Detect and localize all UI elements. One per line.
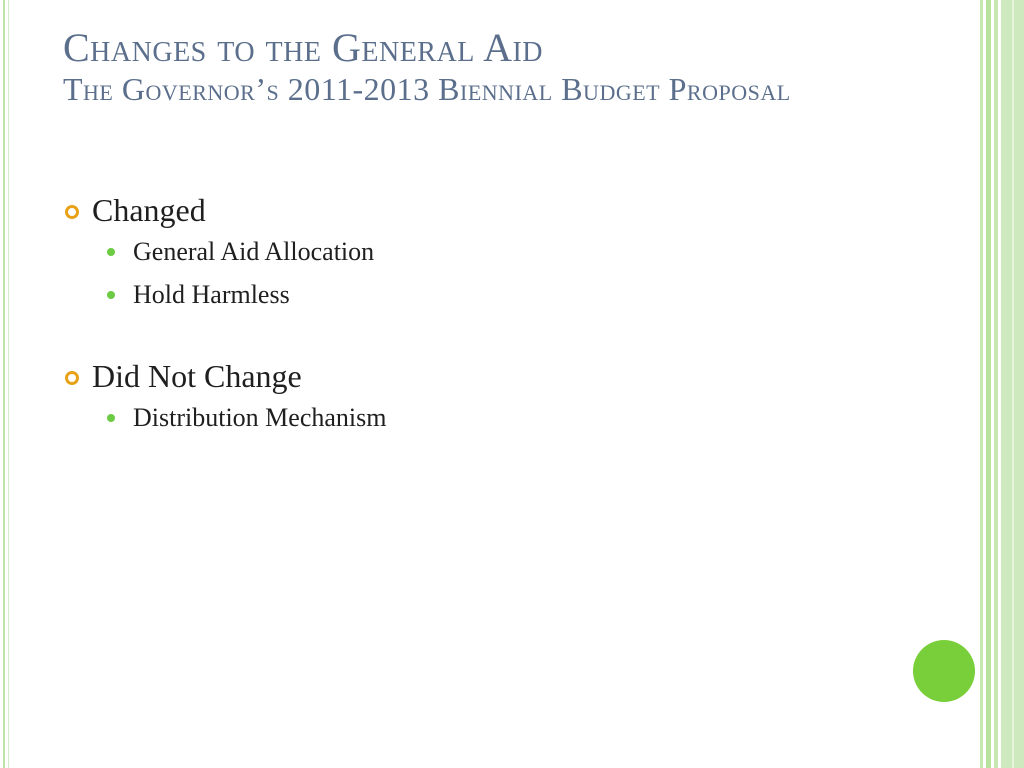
right-border-stripe (986, 0, 991, 768)
list-item (62, 230, 922, 273)
right-border-stripe (994, 0, 998, 768)
ring-bullet-icon (65, 371, 79, 385)
ring-bullet-icon (65, 205, 79, 219)
list-item-label: Distribution Mechanism (133, 403, 387, 432)
right-border-stripe (1012, 0, 1014, 768)
dot-bullet-icon (107, 414, 115, 422)
section-heading-did-not-change (62, 356, 922, 396)
dot-bullet-icon (107, 248, 115, 256)
section-heading-label: Did Not Change (92, 358, 302, 394)
list-item (62, 396, 922, 439)
section-heading-label: Changed (92, 192, 206, 228)
list-item-label: General Aid Allocation (133, 237, 375, 266)
section-heading-changed (62, 190, 922, 230)
decorative-circle (913, 640, 975, 702)
slide-subtitle: The Governor’s 2011-2013 Biennial Budget Proposal (63, 71, 791, 107)
dot-bullet-icon (107, 291, 115, 299)
right-border-stripe (980, 0, 983, 768)
section-spacer (62, 316, 922, 356)
list-item (62, 273, 922, 316)
list-item-label: Hold Harmless (133, 280, 290, 309)
left-border-line-inner (8, 0, 9, 768)
slide-title-block (63, 26, 923, 108)
slide-content (62, 190, 922, 439)
left-border-line (3, 0, 5, 768)
slide-title: Changes to the General Aid (63, 25, 544, 70)
